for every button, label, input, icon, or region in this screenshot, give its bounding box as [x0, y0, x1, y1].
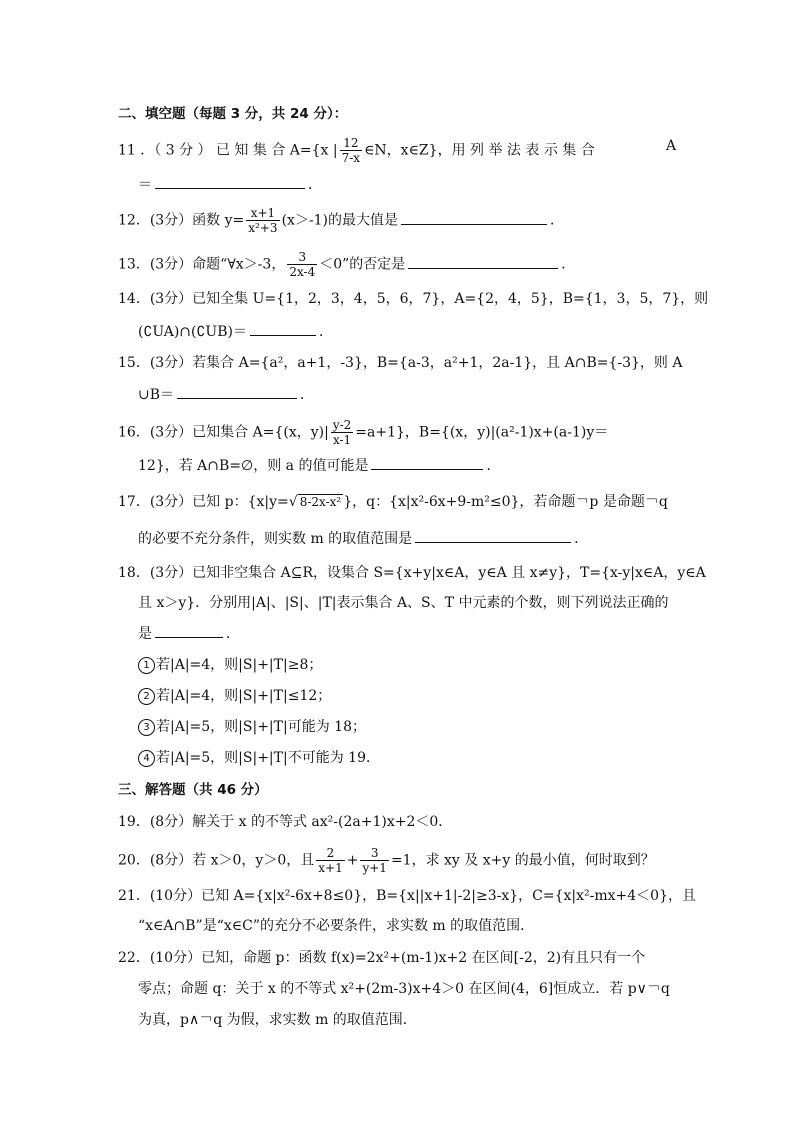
question-14-answer [138, 321, 333, 342]
question-20 [118, 846, 655, 875]
q11-set-name: A [666, 138, 677, 154]
question-15-answer [138, 384, 314, 405]
q20-plus: + [346, 852, 359, 869]
option-number-circle: 2 [138, 688, 155, 705]
q13-text: ＜0”的否定是 [319, 256, 406, 273]
q20-fraction-1 [316, 846, 344, 875]
question-21-line-2: “x∈A∩B”是“x∈C”的充分不必要条件，求实数 m 的取值范围． [138, 918, 535, 934]
q16-numerator: y-2 [332, 418, 352, 432]
q12-period: ． [550, 212, 565, 229]
q17-period: ． [574, 531, 589, 547]
q13-label: 13．(3分）命题“∀x＞-3， [118, 256, 286, 273]
q14-period: ． [318, 324, 333, 340]
q11-period: ． [308, 177, 322, 193]
q18-option-2 [138, 686, 331, 706]
option-number-circle: 4 [138, 750, 155, 767]
q12-fraction [246, 206, 279, 235]
question-22-line-2: 零点；命题 q：关于 x 的不等式 x²+(2m-3)x+4＞0 在区间(4，6]恒成立．若 p∨￢q [138, 981, 670, 997]
question-16 [118, 418, 608, 447]
q12-answer-blank[interactable] [401, 210, 547, 225]
q18-answer-blank[interactable] [155, 623, 223, 638]
question-17-answer [138, 528, 588, 549]
question-12 [118, 206, 564, 235]
question-14: 14．(3分）已知全集 U={1，2，3，4，5，6，7}，A={2，4，5}，B={1，3，5，7}，则 [118, 291, 709, 307]
question-13 [118, 250, 575, 279]
q20-fraction-2 [360, 846, 388, 875]
q16-label: 16．(3分）已知集合 A={(x，y)| [118, 424, 329, 441]
q11-numerator: 12 [340, 136, 362, 151]
q17-radicand: 8-2x-x² [299, 495, 342, 509]
option-text: 若|A|=5，则|S|+|T|可能为 18； [156, 719, 366, 735]
q16-text: =a+1}，B={(x，y)|(a²-1)x+(a-1)y＝ [355, 424, 609, 441]
q20-numerator-2: 3 [360, 846, 388, 861]
q13-fraction [287, 250, 317, 279]
q15-expression: ∪B＝ [138, 387, 175, 403]
q13-period: ． [561, 256, 576, 273]
q11-label: 11 ．（ 3 分 ） 已 知 集 合 [118, 142, 286, 159]
q11-set-open: A={x | [289, 142, 338, 159]
option-text: 若|A|=5，则|S|+|T|不可能为 19． [156, 750, 380, 766]
question-17: 17．(3分）已知 p：{x|y=√ 8-2x-x² }，q：{x|x²-6x+9-m²≤0}，若命题￢p 是命题￢q [118, 494, 668, 510]
q16-period: ． [486, 458, 501, 474]
q17-text: }，q：{x|x²-6x+9-m²≤0}，若命题￢p 是命题￢q [343, 494, 668, 510]
q20-denominator-2: y+1 [362, 861, 387, 875]
q12-text: (x＞-1)的最大值是 [281, 212, 399, 229]
q16-answer-blank[interactable] [371, 455, 483, 470]
question-22: 22．(10分）已知，命题 p：函数 f(x)=2x²+(m-1)x+2 在区间[-2，2)有且只有一个 [118, 950, 646, 966]
question-18-answer [138, 623, 240, 644]
q20-text: =1，求 xy 及 x+y 的最小值，何时取到？ [390, 852, 655, 869]
q16-fraction [331, 418, 353, 447]
q18-option-4 [138, 748, 380, 768]
q11-fraction [340, 136, 362, 165]
question-18: 18．(3分）已知非空集合 A⊆R，设集合 S={x+y|x∈A，y∈A 且 x≠y}，T={x-y|x∈A，y∈A [118, 565, 706, 581]
question-11 [118, 136, 677, 165]
q11-denominator: 7-x [341, 151, 361, 165]
question-15: 15．(3分）若集合 A={a²，a+1，-3}，B={a-3，a²+1，2a-1}，且 A∩B={-3}，则 A [118, 355, 683, 371]
option-number-circle: 1 [138, 657, 155, 674]
q13-denominator: 2x-4 [289, 265, 316, 279]
section-header-answer: 三、解答题（共 46 分） [118, 782, 268, 798]
question-16-answer [138, 455, 500, 476]
q15-answer-blank[interactable] [177, 384, 297, 399]
q20-numerator-1: 2 [316, 846, 344, 861]
q16-text-2: 12}，若 A∩B=∅，则 a 的值可能是 [138, 458, 369, 474]
question-11-answer [138, 174, 322, 195]
option-text: 若|A|=4，则|S|+|T|≤12； [156, 688, 332, 704]
q16-denominator: x-1 [332, 433, 352, 447]
question-21: 21．(10分）已知 A={x|x²-6x+8≤0}，B={x||x+1|-2|≥3-x}，C={x|x²-mx+4＜0}，且 [118, 888, 696, 904]
q17-label: 17．(3分）已知 p：{x|y= [118, 494, 289, 510]
question-22-line-3: 为真，p∧￢q 为假，求实数 m 的取值范围． [138, 1012, 417, 1028]
q18-option-1 [138, 655, 322, 675]
q12-denominator: x²+3 [248, 221, 278, 235]
q15-period: ． [300, 387, 315, 403]
q14-answer-blank[interactable] [250, 321, 316, 336]
q20-denominator-1: x+1 [318, 861, 343, 875]
question-18-line-2: 且 x＞y}．分别用|A|、|S|、|T|表示集合 A、S、T 中元素的个数，则下列说法正确的 [138, 595, 669, 611]
q18-text: 是 [138, 626, 152, 642]
option-number-circle: 3 [138, 719, 155, 736]
q11-equals: ＝ [138, 177, 152, 193]
section-header-fill-in: 二、填空题（每题 3 分，共 24 分）： [118, 106, 348, 122]
q11-text: ∈N，x∈Z}，用 列 举 法 表 示 集 合 [364, 142, 595, 159]
q11-answer-blank[interactable] [155, 174, 305, 189]
question-19: 19．(8分）解关于 x 的不等式 ax²-(2a+1)x+2＜0． [118, 814, 453, 830]
q20-label: 20．(8分）若 x＞0，y＞0，且 [118, 852, 315, 869]
q14-expression: (∁UA)∩(∁UB)＝ [138, 324, 247, 340]
q18-period: ． [226, 626, 240, 642]
option-text: 若|A|=4，则|S|+|T|≥8； [156, 657, 323, 673]
q13-answer-blank[interactable] [408, 254, 558, 269]
q17-text-2: 的必要不充分条件，则实数 m 的取值范围是 [138, 531, 413, 547]
q12-label: 12．(3分）函数 y= [118, 212, 245, 229]
q18-option-3 [138, 717, 366, 737]
q17-answer-blank[interactable] [415, 528, 571, 543]
q12-numerator: x+1 [246, 206, 279, 221]
q13-numerator: 3 [287, 250, 317, 265]
